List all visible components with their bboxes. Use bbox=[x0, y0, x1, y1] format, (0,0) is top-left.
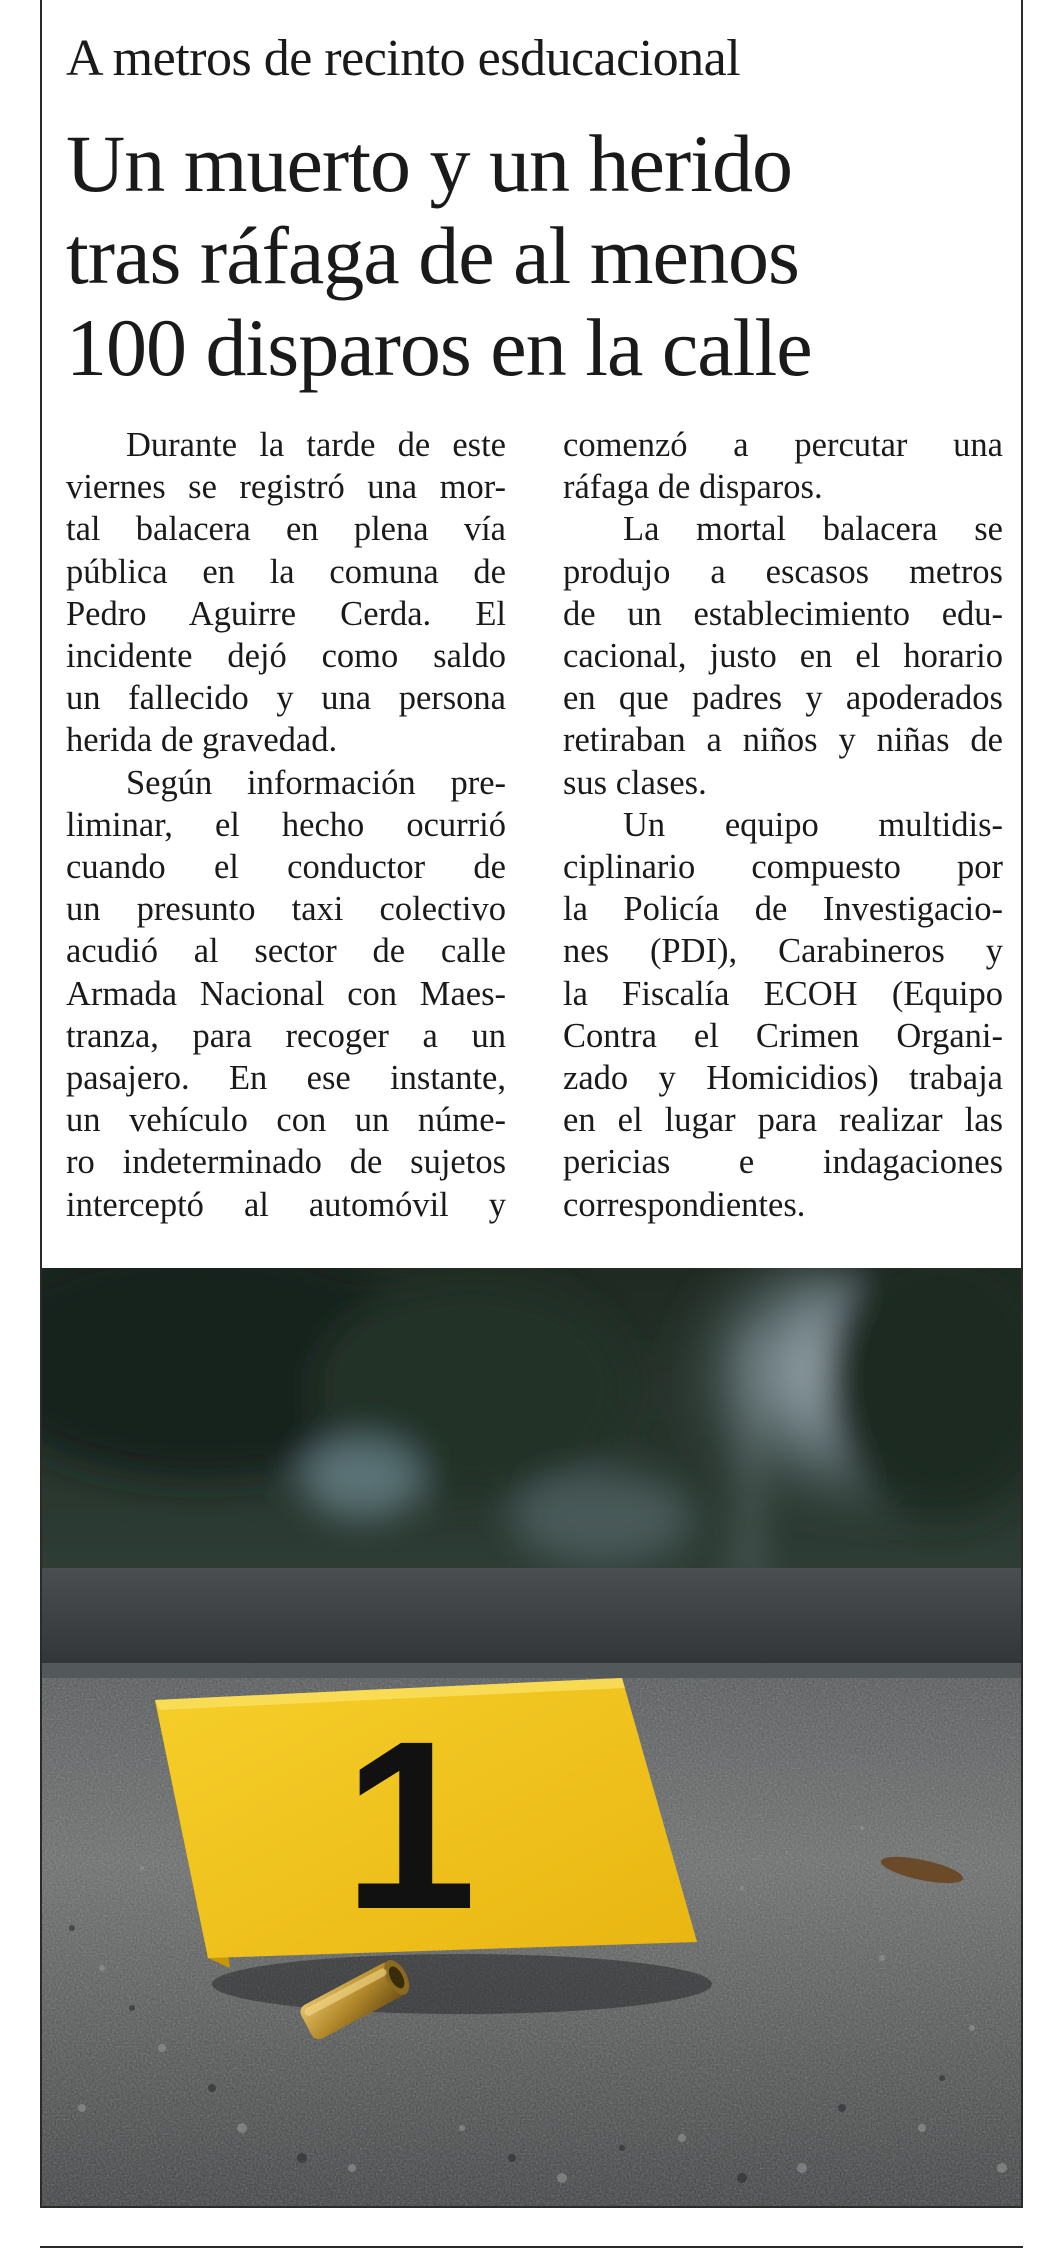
body-line: Durante la tarde de este bbox=[126, 426, 506, 464]
body-line: La mortal balacera se bbox=[623, 510, 1003, 549]
body-line: la Fiscalía ECOH (Equipo bbox=[563, 974, 1003, 1013]
body-line: tranza, para recoger a un bbox=[66, 1016, 506, 1055]
body-line: ráfaga de disparos. bbox=[563, 468, 823, 507]
body-line: incidente dejó como saldo bbox=[66, 637, 506, 676]
body-column-left bbox=[66, 424, 506, 1226]
body-column-right bbox=[563, 424, 1003, 1226]
body-line: pública en la comuna de bbox=[66, 552, 506, 591]
body-line: zado y Homicidios) trabaja bbox=[563, 1059, 1003, 1098]
body-line: en que padres y apoderados bbox=[563, 679, 1003, 718]
body-line: cacional, justo en el horario bbox=[563, 637, 1003, 676]
body-line: de un establecimiento edu- bbox=[563, 594, 1003, 633]
bottom-rule bbox=[40, 2246, 1023, 2248]
body-line: viernes se registró una mor- bbox=[66, 468, 506, 507]
body-paragraph bbox=[66, 424, 506, 762]
headline-line: 100 disparos en la calle bbox=[66, 302, 812, 393]
evidence-marker-photo bbox=[42, 1268, 1021, 2206]
body-line: correspondientes. bbox=[563, 1185, 806, 1224]
body-line: produjo a escasos metros bbox=[563, 552, 1003, 591]
body-line: un fallecido y una persona bbox=[66, 679, 506, 718]
body-line: la Policía de Investigacio- bbox=[563, 890, 1003, 929]
body-line: Un equipo multidis- bbox=[623, 805, 1003, 844]
body-line: interceptó al automóvil y bbox=[66, 1185, 506, 1224]
article-headline bbox=[66, 118, 996, 394]
body-line: liminar, el hecho ocurrió bbox=[66, 805, 506, 844]
body-paragraph bbox=[66, 762, 506, 1226]
body-paragraph bbox=[563, 424, 1003, 508]
body-paragraph bbox=[563, 508, 1003, 803]
body-line: ro indeterminado de sujetos bbox=[66, 1143, 506, 1182]
body-line: un vehículo con un núme- bbox=[66, 1101, 506, 1140]
marker-number: 1 bbox=[343, 1691, 477, 1959]
body-line: ciplinario compuesto por bbox=[563, 848, 1003, 887]
body-line: cuando el conductor de bbox=[66, 848, 506, 887]
body-line: Armada Nacional con Maes- bbox=[66, 974, 506, 1013]
body-line: un presunto taxi colectivo bbox=[66, 890, 506, 929]
body-line: herida de gravedad. bbox=[66, 721, 338, 760]
body-paragraph bbox=[563, 804, 1003, 1226]
headline-line: tras ráfaga de al menos bbox=[66, 210, 799, 301]
article-kicker: A metros de recinto esducacional bbox=[66, 30, 741, 87]
body-line: retiraban a niños y niñas de bbox=[563, 721, 1003, 760]
body-line: Pedro Aguirre Cerda. El bbox=[66, 594, 506, 633]
body-line: comenzó a percutar una bbox=[563, 426, 1003, 464]
headline-line: Un muerto y un herido bbox=[66, 118, 792, 209]
article-photo bbox=[42, 1268, 1021, 2206]
body-line: pericias e indagaciones bbox=[563, 1143, 1003, 1182]
body-line: en el lugar para realizar las bbox=[563, 1101, 1003, 1140]
body-line: tal balacera en plena vía bbox=[66, 510, 506, 549]
body-line: Según información pre- bbox=[126, 763, 506, 802]
body-line: Contra el Crimen Organi- bbox=[563, 1016, 1003, 1055]
body-line: acudió al sector de calle bbox=[66, 932, 506, 971]
body-line: pasajero. En ese instante, bbox=[66, 1059, 506, 1098]
body-line: nes (PDI), Carabineros y bbox=[563, 932, 1003, 971]
body-line: sus clases. bbox=[563, 763, 707, 802]
